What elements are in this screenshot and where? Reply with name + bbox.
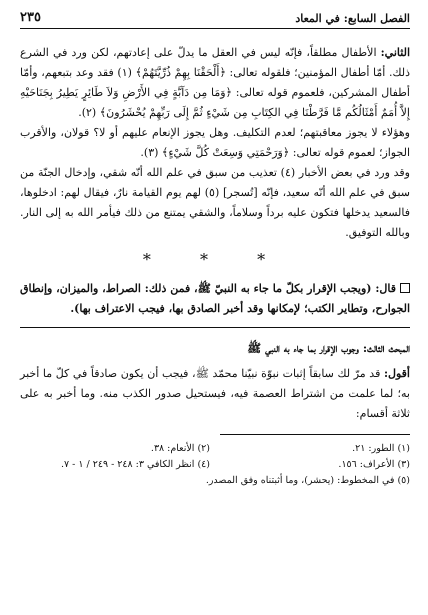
final-paragraph-text: قد مرّ لك سابقاً إثبات نبوّة نبيّنا محمّد ﷺ، فيجب أن يكون صادقاً في كلّ ما أخبر به؛ لما علمت من اشتراط العصمة فيه، فيستحيل صدور الكذب منه. وما أخبر به على ثلاثة أقسام: [20, 367, 410, 420]
chapter-title: الفصل السابع: في المعاد [295, 12, 410, 25]
paragraph-1-lead: الثاني: [380, 46, 410, 59]
quoted-text-body: قال: (ويجب الإقرار بكلّ ما جاء به النبيّ ﷺ، فمن ذلك: الصراط، والميزان، وإنطاق الجوارح، وتطاير الكتب؛ لإمكانها وقد أخبر الصادق بها، فيجب الاعتراف بها). [20, 282, 410, 315]
checkbox-icon [400, 283, 410, 293]
separator-star: * [257, 250, 288, 269]
paragraph-3: وقد ورد في بعض الأخبار (٤) تعذيب من سبق في علم الله أنّه شقي، وإدخال الجنّة من سبق في علم الله أنّه سعيد، فإنّه [تُسجر] (٥) لهم يوم القيامة نارٌ، فيقال لهم: ادخلوها، فالسعيد يدخلها فتكون عليه برداً وسلاماً، والشقي يمتنع من ذلك فيأمر الله به إلى النار. وبالله التوفيق. [20, 166, 410, 239]
footnote-5: (٥) في المخطوط: (يحشر)، وما أثبتناه وفق المصدر. [205, 475, 410, 486]
separator-star: * [142, 250, 173, 269]
section-title: المبحث الثالث: وجوب الإقرار بما جاء به النبي ﷺ [247, 341, 410, 355]
divider [20, 327, 410, 328]
final-paragraph [20, 364, 410, 424]
quoted-text [20, 279, 410, 319]
page-number: ٢٣٥ [20, 10, 41, 25]
footnote-3: (٣) الأعراف: ١٥٦. [338, 459, 410, 470]
paragraph-1-text: الأطفال مطلقاً، فإنّه ليس في العقل ما يدلّ على إعادتهم، لكن ورد في الشرع ذلك. أمّا أطفال المؤمنين؛ فلقوله تعالى: ﴿أَلْحَقْنَا بِهِمْ ذُرِّيَّتَهُمْ﴾ (١) فقد وعد بتبعهم، وأمّا أطفال المشركين، فلعموم قوله تعالى: ﴿وَمَا مِن دَآبَّةٍ فِي الأَرْضِ وَلاَ طَائِرٍ يَطِيرُ بِجَنَاحَيْهِ إِلاَّ أُمَمٌ أَمْثَالُكُم مَّا فَرَّطْنَا فِي الكِتَابِ مِن شَيْءٍ ثُمَّ إِلَى رَبِّهِمْ يُحْشَرُونَ﴾ (٢). [20, 46, 410, 119]
separator-star: * [200, 250, 230, 269]
footnotes [20, 441, 410, 489]
paragraph-2: وهؤلاء لا يجوز معاقبتهم؛ لعدم التكليف. وهل يجوز الإنعام عليهم أو لا؟ قولان، والأقرب الجواز؛ لعموم قوله تعالى: ﴿وَرَحْمَتِي وَسِعَتْ كُلَّ شَيْءٍ﴾ (٣). [20, 126, 410, 159]
section-separator [20, 251, 410, 269]
footnote-rule [220, 434, 410, 435]
footnote-4: (٤) انظر الكافي ٣: ٢٤٨ - ٢٤٩ / ١ - ٧. [60, 459, 210, 470]
page-header [20, 10, 410, 29]
book-page [20, 10, 410, 605]
page-body [20, 43, 410, 489]
footnote-2: (٢) الأنعام: ٣٨. [150, 443, 210, 454]
paragraph-1 [20, 43, 410, 123]
footnote-1: (١) الطور: ٢١. [352, 443, 410, 454]
final-paragraph-lead: أقول: [383, 367, 410, 380]
